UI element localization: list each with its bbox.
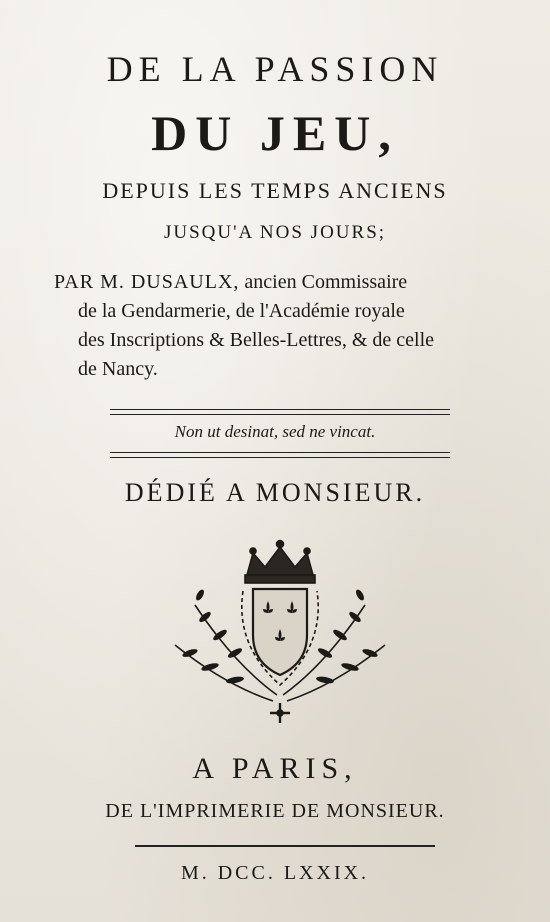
- imprint-place: A PARIS,: [192, 752, 358, 785]
- author-line-1: [54, 268, 516, 297]
- author-line-2: de la Gendarmerie, de l'Académie royale: [78, 300, 405, 322]
- author-name: PAR M. DUSAULX,: [54, 271, 240, 293]
- imprint-date: M. DCC. LXXIX.: [180, 862, 370, 884]
- author-title: ancien Commissaire: [244, 271, 408, 293]
- top-double-rule: [110, 409, 450, 415]
- date-rule: [135, 845, 435, 847]
- imprint-printer: DE L'IMPRIMERIE DE MONSIEUR.: [105, 800, 445, 822]
- author-block: [54, 268, 516, 384]
- royal-arms-emblem: [165, 535, 395, 735]
- author-line-4: de Nancy.: [78, 358, 158, 380]
- dedication: DÉDIÉ A MONSIEUR.: [124, 478, 426, 507]
- subtitle-line-1: DEPUIS LES TEMPS ANCIENS: [102, 178, 448, 203]
- motto: Non ut desinat, sed ne vincat.: [174, 422, 376, 441]
- subtitle-line-2: JUSQU'A NOS JOURS;: [163, 222, 387, 243]
- author-line-3: des Inscriptions & Belles-Lettres, & de celle: [78, 329, 435, 351]
- title-line-2: DU JEU,: [151, 105, 399, 161]
- title-line-1: DE LA PASSION: [106, 49, 444, 89]
- bottom-double-rule: [110, 452, 450, 458]
